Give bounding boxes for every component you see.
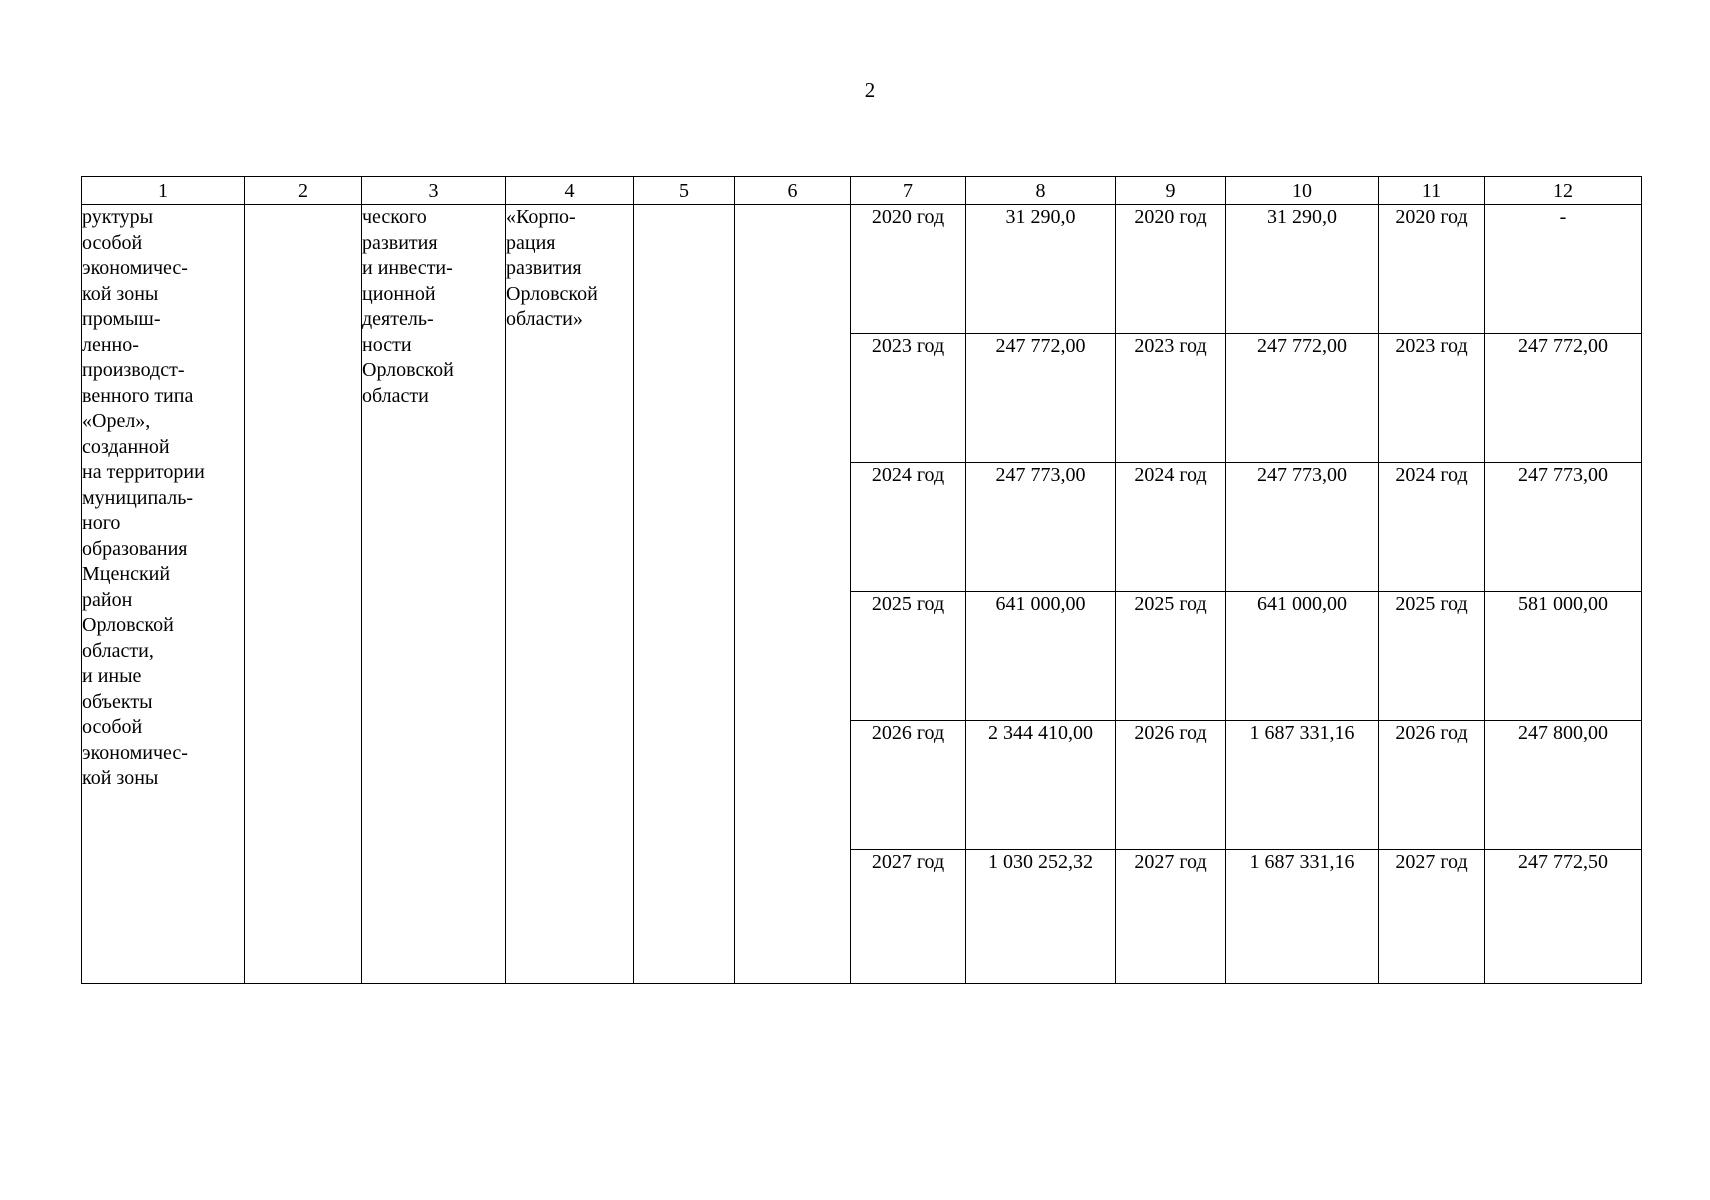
amount-cell: 31 290,0 (966, 205, 1116, 334)
year-cell: 2023 год (1116, 334, 1226, 463)
text-line: кой зоны (82, 767, 159, 789)
text-line: Орловской (362, 359, 454, 381)
year-cell: 2027 год (1116, 850, 1226, 984)
year-cell: 2025 год (1379, 592, 1485, 721)
column-number: 5 (634, 177, 735, 205)
amount-cell: 247 773,00 (966, 463, 1116, 592)
text-line: руктуры (82, 206, 154, 228)
text-line: ционной (362, 282, 436, 305)
text-line: области (362, 384, 429, 407)
amount-cell: 581 000,00 (1485, 592, 1642, 721)
year-cell: 2020 год (1379, 205, 1485, 334)
empty-cell (634, 205, 735, 984)
column-number-row (82, 177, 1642, 205)
text-line: экономичес- (82, 257, 188, 279)
year-cell: 2023 год (1379, 334, 1485, 463)
year-cell: 2026 год (1379, 721, 1485, 850)
year-cell: 2020 год (851, 205, 966, 334)
text-line: Мценский (82, 563, 171, 585)
amount-cell: 247 772,00 (966, 334, 1116, 463)
year-cell: 2024 год (1116, 463, 1226, 592)
column-number: 10 (1226, 177, 1379, 205)
text-line: венного типа (82, 384, 194, 407)
text-line: развития (362, 231, 438, 254)
amount-cell: 2 344 410,00 (966, 721, 1116, 850)
amount-cell: 1 030 252,32 (966, 850, 1116, 984)
text-line: Орловской (82, 614, 174, 636)
text-line: Орловской (506, 282, 598, 305)
text-line: деятель- (362, 308, 434, 330)
organization-cell (506, 205, 634, 984)
text-line: ности (362, 333, 412, 356)
year-cell: 2023 год (851, 334, 966, 463)
amount-cell: 31 290,0 (1226, 205, 1379, 334)
text-line: объекты (82, 690, 153, 713)
empty-cell (735, 205, 851, 984)
text-line: ческого (362, 206, 427, 228)
page-number: 2 (864, 78, 876, 102)
amount-cell: 247 773,00 (1226, 463, 1379, 592)
text-line: промыш- (82, 308, 161, 330)
year-cell: 2024 год (1379, 463, 1485, 592)
column-number: 12 (1485, 177, 1642, 205)
amount-cell: 247 772,00 (1226, 334, 1379, 463)
text-line: особой (82, 231, 143, 254)
column-number: 6 (735, 177, 851, 205)
column-number: 4 (506, 177, 634, 205)
amount-cell: - (1485, 205, 1642, 334)
text-line: образования (82, 537, 188, 560)
text-line: и инвести- (362, 257, 453, 279)
text-line: ного (82, 512, 121, 534)
text-line: области» (506, 308, 583, 330)
column-number: 9 (1116, 177, 1226, 205)
text-line: на территории (82, 461, 205, 483)
text-line: производст- (82, 359, 185, 381)
text-line: ленно- (82, 333, 139, 356)
column-number: 7 (851, 177, 966, 205)
data-table (81, 176, 1642, 984)
text-line: рация (506, 231, 556, 254)
amount-cell: 247 772,00 (1485, 334, 1642, 463)
text-line: развития (506, 257, 582, 279)
year-cell: 2026 год (1116, 721, 1226, 850)
text-line: экономичес- (82, 741, 188, 764)
responsible-authority-cell (362, 205, 506, 984)
column-number: 8 (966, 177, 1116, 205)
column-number: 3 (362, 177, 506, 205)
amount-cell: 247 772,50 (1485, 850, 1642, 984)
table-row (82, 205, 1642, 334)
text-line: созданной (82, 435, 170, 458)
year-cell: 2026 год (851, 721, 966, 850)
year-cell: 2027 год (851, 850, 966, 984)
column-number: 1 (82, 177, 245, 205)
text-line: «Орел», (82, 410, 151, 432)
empty-cell (245, 205, 362, 984)
text-line: и иные (82, 665, 142, 687)
year-cell: 2025 год (851, 592, 966, 721)
text-line: муниципаль- (82, 486, 193, 509)
year-cell: 2025 год (1116, 592, 1226, 721)
text-line: район (82, 588, 133, 611)
amount-cell: 1 687 331,16 (1226, 850, 1379, 984)
column-number: 2 (245, 177, 362, 205)
column-number: 11 (1379, 177, 1485, 205)
object-name-cell (82, 205, 245, 984)
amount-cell: 641 000,00 (966, 592, 1116, 721)
text-line: особой (82, 716, 143, 738)
year-cell: 2024 год (851, 463, 966, 592)
amount-cell: 641 000,00 (1226, 592, 1379, 721)
amount-cell: 247 773,00 (1485, 463, 1642, 592)
year-cell: 2020 год (1116, 205, 1226, 334)
amount-cell: 247 800,00 (1485, 721, 1642, 850)
year-cell: 2027 год (1379, 850, 1485, 984)
text-line: «Корпо- (506, 206, 576, 228)
amount-cell: 1 687 331,16 (1226, 721, 1379, 850)
text-line: кой зоны (82, 282, 159, 305)
text-line: области, (82, 639, 154, 662)
